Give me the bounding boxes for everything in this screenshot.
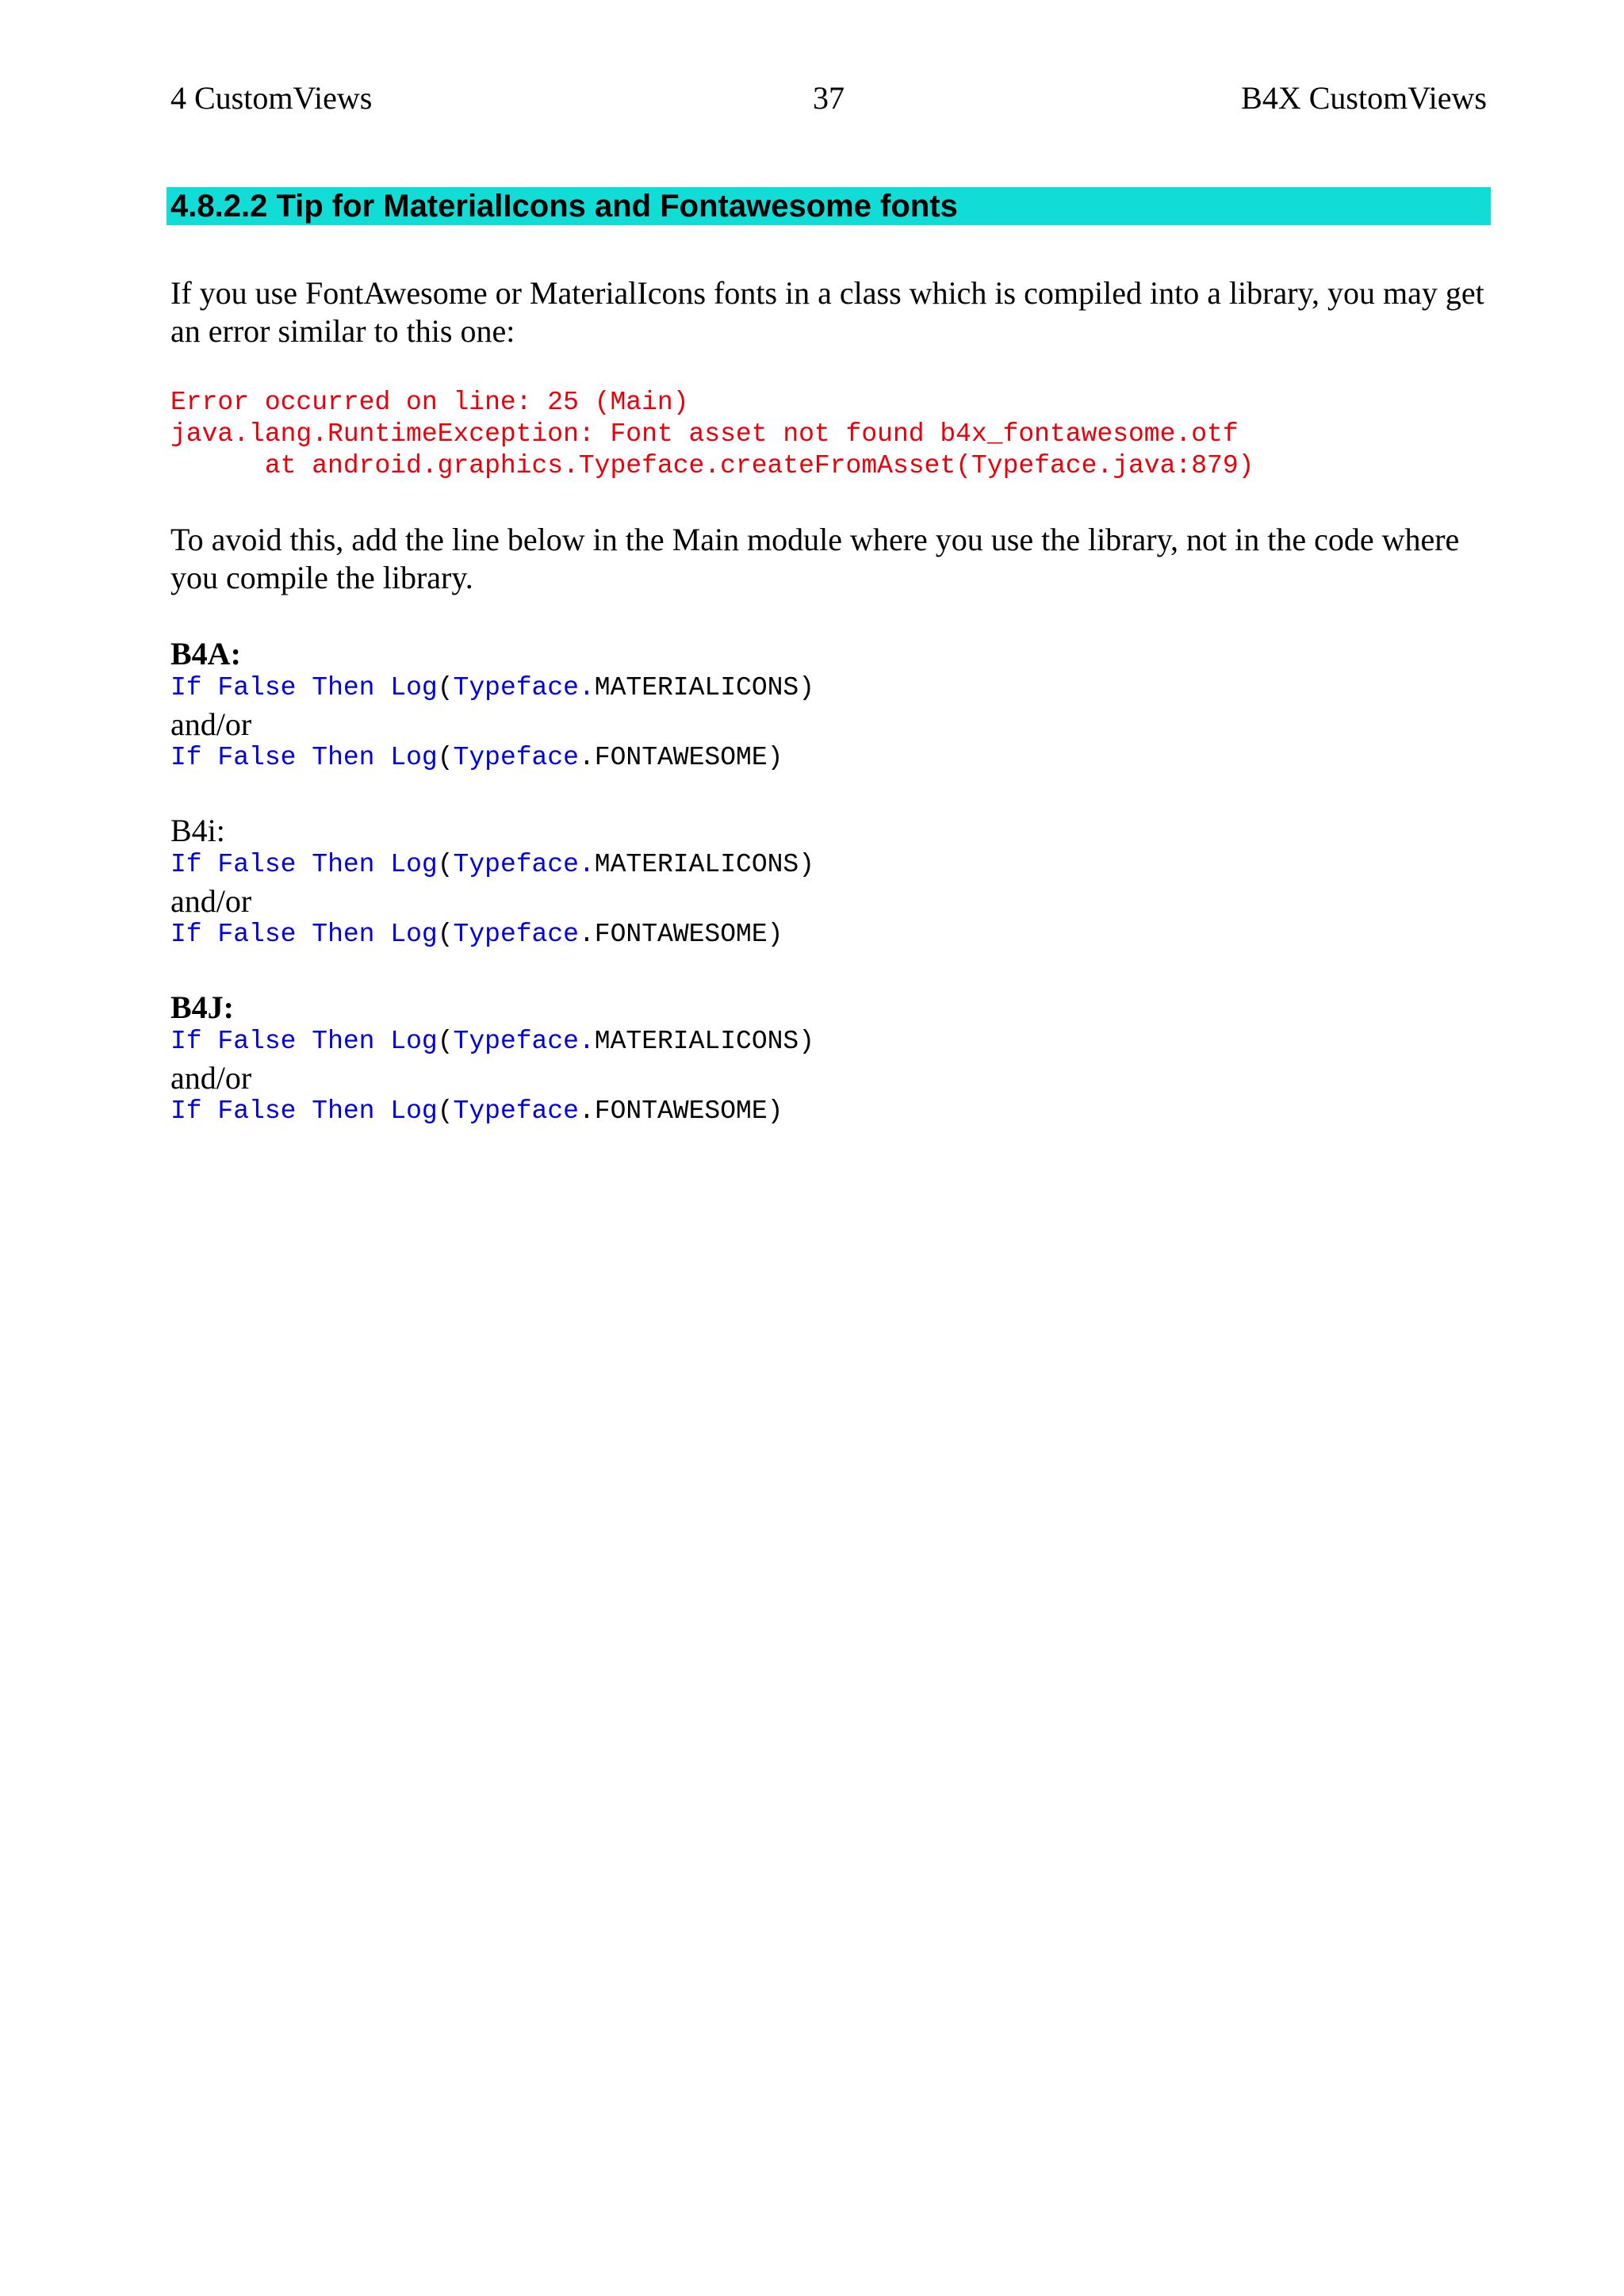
code-line-materialicons: If False Then Log(Typeface.MATERIALICONS): [170, 850, 815, 879]
code-line-materialicons: If False Then Log(Typeface.MATERIALICONS): [170, 673, 815, 702]
header-book-title: B4X CustomViews: [1241, 80, 1487, 116]
error-block: [170, 387, 1254, 482]
code-line-fontawesome: If False Then Log(Typeface.FONTAWESOME): [170, 1096, 783, 1126]
intro-paragraph: If you use FontAwesome or MaterialIcons fonts in a class which is compiled into a library, you may get an error similar to this one:: [170, 275, 1484, 349]
header-page-number: 37: [813, 80, 845, 116]
section-heading: 4.8.2.2 Tip for MaterialIcons and Fontawesome fonts: [167, 187, 1491, 225]
code-line-materialicons: If False Then Log(Typeface.MATERIALICONS): [170, 1027, 815, 1056]
header-chapter: 4 CustomViews: [170, 80, 373, 116]
page-header: [170, 76, 1487, 121]
platform-label-b4i: B4i:: [170, 813, 225, 848]
andor-text: and/or: [170, 706, 252, 742]
andor-text: and/or: [170, 883, 252, 919]
platform-label-b4j: B4J:: [170, 989, 234, 1025]
code-line-fontawesome: If False Then Log(Typeface.FONTAWESOME): [170, 743, 783, 772]
avoid-paragraph: To avoid this, add the line below in the Main module where you use the library, not in the code where you compile the library.: [170, 522, 1460, 595]
error-line: Error occurred on line: 25 (Main): [170, 388, 689, 417]
platform-label-b4a: B4A:: [170, 636, 241, 672]
error-line: java.lang.RuntimeException: Font asset not found b4x_fontawesome.otf: [170, 419, 1239, 449]
code-line-fontawesome: If False Then Log(Typeface.FONTAWESOME): [170, 920, 783, 949]
error-line: at android.graphics.Typeface.createFromAsset(Typeface.java:879): [170, 451, 1254, 480]
andor-text: and/or: [170, 1060, 252, 1096]
